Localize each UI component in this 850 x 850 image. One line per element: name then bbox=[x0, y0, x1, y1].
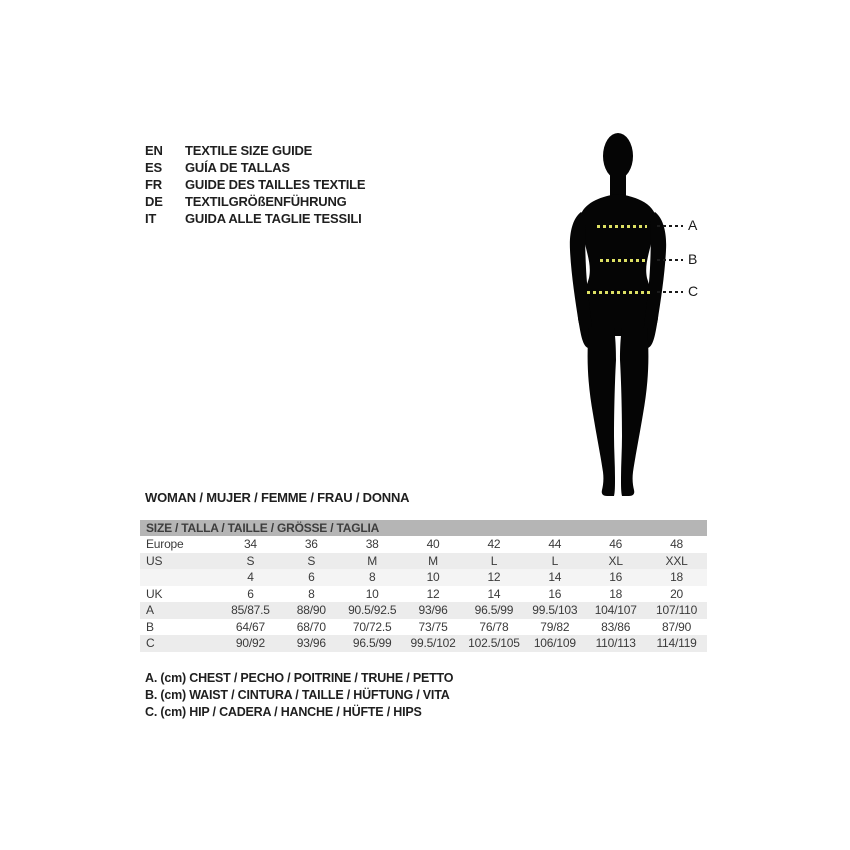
row-label: B bbox=[146, 619, 154, 634]
table-cell: 20 bbox=[670, 586, 684, 601]
table-cell: XL bbox=[608, 553, 623, 568]
measure-label-a: A bbox=[688, 217, 698, 233]
waist-pointer-dash bbox=[657, 259, 683, 261]
language-code: DE bbox=[145, 194, 163, 209]
table-cell: 48 bbox=[670, 537, 684, 552]
table-cell: 85/87.5 bbox=[231, 603, 270, 618]
table-cell: 73/75 bbox=[418, 619, 448, 634]
language-code: ES bbox=[145, 160, 162, 175]
table-cell: 10 bbox=[365, 586, 379, 601]
legend-line-chest: A. (cm) CHEST / PECHO / POITRINE / TRUHE / PETTO bbox=[145, 671, 454, 685]
table-cell: XXL bbox=[665, 553, 688, 568]
language-code: EN bbox=[145, 143, 163, 158]
table-cell: 83/86 bbox=[601, 619, 631, 634]
table-cell: 76/78 bbox=[479, 619, 509, 634]
table-cell: 46 bbox=[609, 537, 623, 552]
table-cell: L bbox=[490, 553, 498, 568]
chest-pointer-dash bbox=[657, 225, 683, 227]
language-title: GUIDE DES TAILLES TEXTILE bbox=[185, 177, 366, 192]
table-cell: 104/107 bbox=[594, 603, 637, 618]
table-cell: 42 bbox=[487, 537, 501, 552]
language-code: FR bbox=[145, 177, 162, 192]
size-table bbox=[140, 520, 707, 652]
table-row bbox=[140, 635, 707, 652]
table-cell: 4 bbox=[247, 570, 254, 585]
table-cell: 14 bbox=[548, 570, 562, 585]
table-cell: 90.5/92.5 bbox=[348, 603, 397, 618]
table-cell: 99.5/103 bbox=[532, 603, 578, 618]
table-cell: 8 bbox=[308, 586, 315, 601]
table-cell: 40 bbox=[426, 537, 440, 552]
table-cell: 96.5/99 bbox=[474, 603, 514, 618]
table-cell: 38 bbox=[365, 537, 379, 552]
table-cell: 10 bbox=[426, 570, 440, 585]
table-cell: 90/92 bbox=[235, 636, 265, 651]
table-cell: 79/82 bbox=[540, 619, 570, 634]
waist-measure-dash bbox=[600, 259, 646, 262]
language-code: IT bbox=[145, 211, 157, 226]
table-cell: 96.5/99 bbox=[352, 636, 392, 651]
language-title: TEXTILE SIZE GUIDE bbox=[185, 143, 313, 158]
table-cell: 12 bbox=[487, 570, 501, 585]
table-row bbox=[140, 619, 707, 636]
language-row-it bbox=[145, 210, 365, 227]
table-cell: 44 bbox=[548, 537, 562, 552]
table-row bbox=[140, 586, 707, 603]
table-cell: 16 bbox=[609, 570, 623, 585]
table-row bbox=[140, 553, 707, 570]
language-row-en bbox=[145, 142, 365, 159]
table-row bbox=[140, 569, 707, 586]
language-title: GUIDA ALLE TAGLIE TESSILI bbox=[185, 211, 362, 226]
table-cell: 88/90 bbox=[296, 603, 326, 618]
table-row bbox=[140, 602, 707, 619]
measure-label-b: B bbox=[688, 251, 698, 267]
table-cell: 70/72.5 bbox=[352, 619, 392, 634]
table-cell: 6 bbox=[247, 586, 254, 601]
table-cell: S bbox=[307, 553, 316, 568]
row-label: UK bbox=[146, 586, 163, 601]
table-cell: 114/119 bbox=[656, 636, 697, 651]
table-cell: 36 bbox=[304, 537, 318, 552]
hip-pointer-dash bbox=[657, 291, 683, 293]
language-list bbox=[145, 142, 365, 227]
row-label: A bbox=[146, 603, 154, 618]
woman-silhouette-figure bbox=[556, 120, 680, 500]
row-label: Europe bbox=[146, 537, 184, 552]
table-cell: 68/70 bbox=[296, 619, 326, 634]
table-cell: 106/109 bbox=[533, 636, 576, 651]
language-row-fr bbox=[145, 176, 365, 193]
legend-line-hip: C. (cm) HIP / CADERA / HANCHE / HÜFTE / HIPS bbox=[145, 705, 422, 719]
row-label: C bbox=[146, 636, 155, 651]
size-table-header: SIZE / TALLA / TAILLE / GRÖSSE / TAGLIA bbox=[140, 520, 707, 536]
measure-label-c: C bbox=[688, 283, 699, 299]
table-cell: 107/110 bbox=[656, 603, 698, 618]
language-title: TEXTILGRÖßENFÜHRUNG bbox=[185, 194, 347, 209]
table-cell: 93/96 bbox=[418, 603, 448, 618]
table-cell: 18 bbox=[609, 586, 623, 601]
table-cell: 8 bbox=[368, 570, 376, 585]
legend-line-waist: B. (cm) WAIST / CINTURA / TAILLE / HÜFTUNG / VITA bbox=[145, 688, 450, 702]
table-cell: M bbox=[428, 553, 438, 568]
chest-measure-dash bbox=[597, 225, 647, 228]
table-cell: 93/96 bbox=[296, 636, 326, 651]
table-cell: 99.5/102 bbox=[410, 636, 456, 651]
table-cell: 102.5/105 bbox=[468, 636, 520, 651]
table-cell: 16 bbox=[548, 586, 562, 601]
table-cell: 87/90 bbox=[662, 619, 692, 634]
table-cell: 14 bbox=[487, 586, 501, 601]
table-cell: 18 bbox=[670, 570, 684, 585]
table-cell: M bbox=[367, 553, 378, 568]
measure-legend bbox=[145, 671, 453, 722]
table-group-title: WOMAN / MUJER / FEMME / FRAU / DONNA bbox=[145, 490, 410, 505]
table-rows bbox=[140, 536, 707, 652]
language-row-es bbox=[145, 159, 365, 176]
table-cell: L bbox=[551, 553, 559, 568]
table-cell: 34 bbox=[243, 537, 257, 552]
table-cell: 110/113 bbox=[595, 636, 636, 651]
language-title: GUÍA DE TALLAS bbox=[185, 160, 290, 175]
table-cell: 12 bbox=[426, 586, 440, 601]
language-row-de bbox=[145, 193, 365, 210]
table-row bbox=[140, 536, 707, 553]
row-label: US bbox=[146, 553, 163, 568]
hip-measure-dash bbox=[587, 291, 651, 294]
table-cell: 64/67 bbox=[235, 619, 265, 634]
table-cell: S bbox=[246, 553, 255, 568]
table-cell: 6 bbox=[308, 570, 315, 585]
